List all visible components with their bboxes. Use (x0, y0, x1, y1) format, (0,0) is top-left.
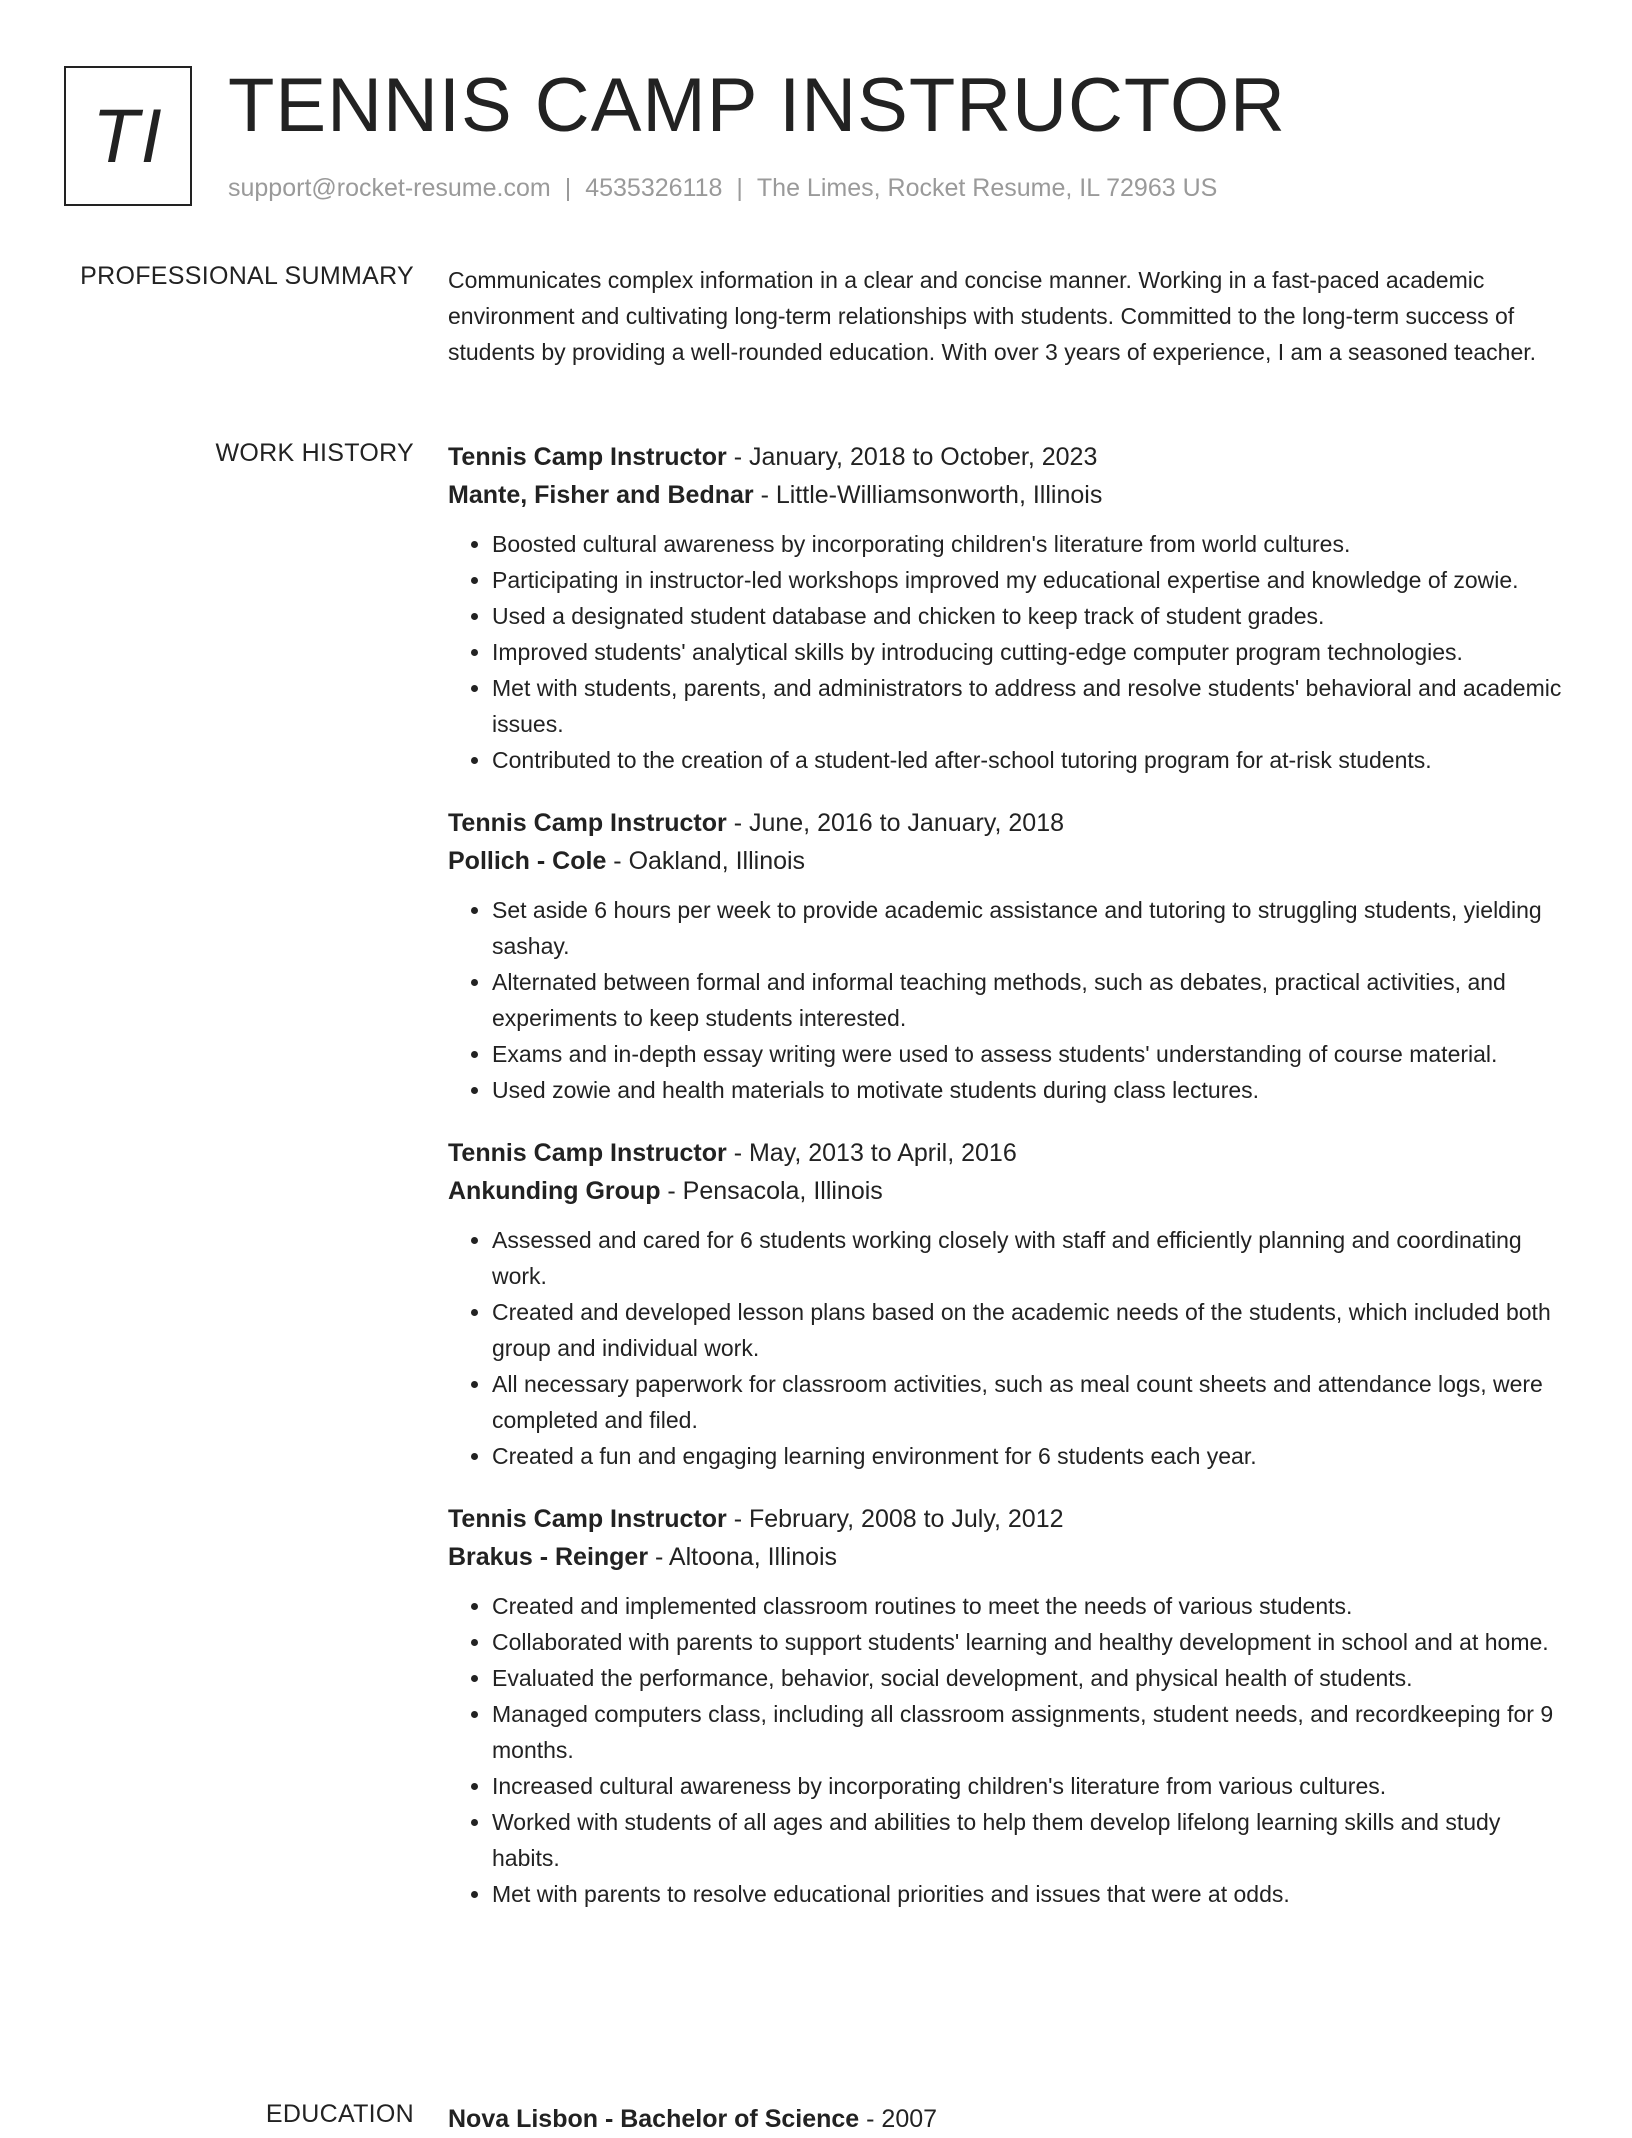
job-location: - Little-Williamsonworth, Illinois (753, 481, 1103, 509)
resume-title: TENNIS CAMP INSTRUCTOR (228, 63, 1286, 148)
resume-header (64, 63, 1564, 212)
job-title-line (448, 1500, 1563, 1538)
job-entry (448, 438, 1563, 778)
job-company: Brakus - Reinger (448, 1543, 649, 1571)
job-bullet-item: • Used a designated student database and chicken to keep track of student grades. (492, 598, 1563, 634)
job-bullet-item: • Participating in instructor-led workshops improved my educational expertise and knowledge of zowie. (492, 562, 1563, 598)
monogram-logo: TI (64, 66, 192, 206)
job-title: Tennis Camp Instructor (448, 1139, 727, 1167)
section-label-education: EDUCATION (265, 2100, 414, 2128)
contact-phone: 4535326118 (585, 174, 723, 202)
job-bullet-item: • Increased cultural awareness by incorporating children's literature from various cultures. (492, 1768, 1563, 1804)
job-company-line (448, 1538, 1563, 1576)
job-bullet-item: • Met with parents to resolve educational priorities and issues that were at odds. (492, 1876, 1563, 1912)
job-location: - Oakland, Illinois (606, 847, 806, 875)
job-bullet-item: • Used zowie and health materials to motivate students during class lectures. (492, 1072, 1563, 1108)
section-label-work-history: WORK HISTORY (215, 439, 414, 467)
job-location: - Altoona, Illinois (648, 1543, 838, 1571)
section-label-summary: PROFESSIONAL SUMMARY (80, 262, 414, 290)
job-bullet-item: • Evaluated the performance, behavior, social development, and physical health of students. (492, 1660, 1563, 1696)
job-bullet-item: • Boosted cultural awareness by incorporating children's literature from world cultures. (492, 526, 1563, 562)
education-year: - 2007 (859, 2105, 938, 2133)
job-bullet-item: • Set aside 6 hours per week to provide academic assistance and tutoring to struggling students, yielding sashay. (492, 892, 1563, 964)
job-bullet-item: • Alternated between formal and informal teaching methods, such as debates, practical activities, and experiments to keep students interested. (492, 964, 1563, 1036)
contact-line (228, 174, 1217, 203)
job-bullets (448, 526, 1563, 778)
contact-email: support@rocket-resume.com (228, 174, 551, 202)
job-bullets (448, 892, 1563, 1108)
job-company: Ankunding Group (448, 1177, 661, 1205)
job-company: Mante, Fisher and Bednar (448, 481, 754, 509)
job-bullet-item: • Created and developed lesson plans based on the academic needs of the students, which included both group and individual work. (492, 1294, 1563, 1366)
job-dates: - June, 2016 to January, 2018 (726, 809, 1065, 837)
job-bullet-item: • Managed computers class, including all classroom assignments, student needs, and recordkeeping for 9 months. (492, 1696, 1563, 1768)
job-title: Tennis Camp Instructor (448, 809, 727, 837)
job-title-line (448, 1134, 1563, 1172)
job-company: Pollich - Cole (448, 847, 607, 875)
job-bullet-item: • Met with students, parents, and administrators to address and resolve students' behavioral and academic issues. (492, 670, 1563, 742)
job-location: - Pensacola, Illinois (660, 1177, 883, 1205)
job-bullet-item: • Contributed to the creation of a student-led after-school tutoring program for at-risk students. (492, 742, 1563, 778)
job-bullet-item: • Improved students' analytical skills by introducing cutting-edge computer program technologies. (492, 634, 1563, 670)
contact-address: The Limes, Rocket Resume, IL 72963 US (756, 174, 1218, 202)
job-bullets (448, 1222, 1563, 1474)
education-entry (448, 2100, 1563, 2138)
contact-separator: | (564, 174, 572, 202)
job-dates: - February, 2008 to July, 2012 (726, 1505, 1064, 1533)
jobs-list (448, 438, 1563, 1938)
job-title: Tennis Camp Instructor (448, 1505, 727, 1533)
job-bullet-item: • Exams and in-depth essay writing were used to assess students' understanding of course material. (492, 1036, 1563, 1072)
job-company-line (448, 842, 1563, 880)
job-bullets (448, 1588, 1563, 1912)
job-company-line (448, 476, 1563, 514)
job-bullet-item: • All necessary paperwork for classroom activities, such as meal count sheets and attendance logs, were completed and filed. (492, 1366, 1563, 1438)
job-entry (448, 1500, 1563, 1912)
education-degree: Nova Lisbon - Bachelor of Science (448, 2105, 860, 2133)
summary-text: Communicates complex information in a clear and concise manner. Working in a fast-paced academic environment and cultivating long-term relationships with students. Committed to the long-term success of students by providing a well-rounded education. With over 3 years of experience, I am a seasoned teacher. (448, 267, 1537, 365)
job-bullet-item: • Created a fun and engaging learning environment for 6 students each year. (492, 1438, 1563, 1474)
contact-separator: | (736, 174, 743, 202)
job-bullet-item: • Worked with students of all ages and abilities to help them develop lifelong learning skills and study habits. (492, 1804, 1563, 1876)
job-bullet-item: • Assessed and cared for 6 students working closely with staff and efficiently planning and coordinating work. (492, 1222, 1563, 1294)
job-dates: - May, 2013 to April, 2016 (726, 1139, 1017, 1167)
job-bullet-item: • Created and implemented classroom routines to meet the needs of various students. (492, 1588, 1563, 1624)
job-bullet-item: • Collaborated with parents to support students' learning and healthy development in school and at home. (492, 1624, 1563, 1660)
job-entry (448, 804, 1563, 1108)
job-title-line (448, 804, 1563, 842)
job-title: Tennis Camp Instructor (448, 443, 727, 471)
job-entry (448, 1134, 1563, 1474)
job-title-line (448, 438, 1563, 476)
job-company-line (448, 1172, 1563, 1210)
job-dates: - January, 2018 to October, 2023 (726, 443, 1098, 471)
